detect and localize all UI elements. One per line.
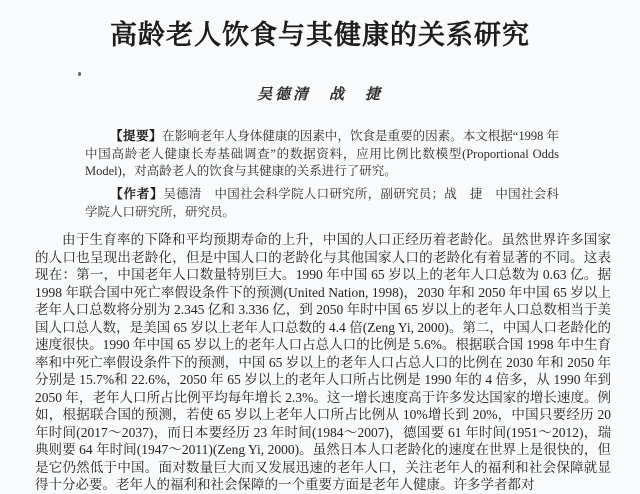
byline-authors: 吴德清 战 捷 <box>256 87 383 103</box>
author-note-label: 【作者】 <box>110 187 164 201</box>
abstract-block <box>85 128 559 181</box>
author-note-text: 吴德清 中国社会科学院人口研究所，副研究员；战 捷 中国社会科学院人口研究所，研究员。 <box>85 187 559 219</box>
ink-speck <box>78 72 81 76</box>
body-paragraph: 由于生育率的下降和平均预期寿命的上升，中国的人口正经历着老龄化。虽然世界许多国家的人口也呈现出老龄化，但是中国人口的老龄化与其他国家人口的老龄化有着显著的不同。这表现在：第一，中国老年人口数量特别巨大。1990 年中国 65 岁以上的老年人口总数为 0.63 亿。据 1998 年联合国中死亡率假设条件下的预测(United Nation, 1998)，2030 年和 2050 年中国 65 岁以上老年人口总数将分别为 2.345 亿和 3.336 亿，到 2050 年时中国 65 岁以上的老年人口总数相当于美国人口总人数，是美国 65 岁以上老年人口总数的 4.4 倍(Zeng Yi, 2000)。第二，中国人口老龄化的速度很快。1990 年中国 65 岁以上的老年人口占总人口的比例是 5.6%。根据联合国 1998 年中生育率和中死亡率假设条件下的预测，中国 65 岁以上的老年人口占总人口的比例在 2030 年和 2050 年分别是 15.7%和 22.6%，2050 年 65 岁以上的老年人口所占比例是 1990 年的 4 倍多，从 1990 年到 2050 年，老年人口所占比例平均每年增长 2.3%。这一增长速度高于许多发达国家的增长速度。例如，根据联合国的预测，若使 65 岁以上老年人口所占比例从 10%增长到 20%，中国只要经历 20 年时间(2017～2037)，而日本要经历 23 年时间(1984～2007)，德国要 61 年时间(1951～2012)，瑞典则要 64 年时间(1947～2011)(Zeng Yi, 2000)。虽然日本人口老龄化的速度在世界上是很快的，但是它仍然低于中国。面对数量巨大而又发展迅速的老年人口，关注老年人的福利和社会保障就显得十分必要。老年人的福利和社会保障的一个重要方面是老年人健康。许多学者都对 <box>35 232 611 492</box>
abstract-label: 【提要】 <box>110 129 163 143</box>
author-note-block <box>85 186 559 221</box>
abstract-text: 在影响老年人身体健康的因素中，饮食是重要的因素。本文根据“1998 年中国高龄老人健康长寿基础调查”的数据资料，应用比例比数模型(Proportional Odds Model)，对高龄老人的饮食与其健康的关系进行了研究。 <box>85 129 559 178</box>
page-title: 高龄老人饮食与其健康的关系研究 <box>110 20 530 50</box>
